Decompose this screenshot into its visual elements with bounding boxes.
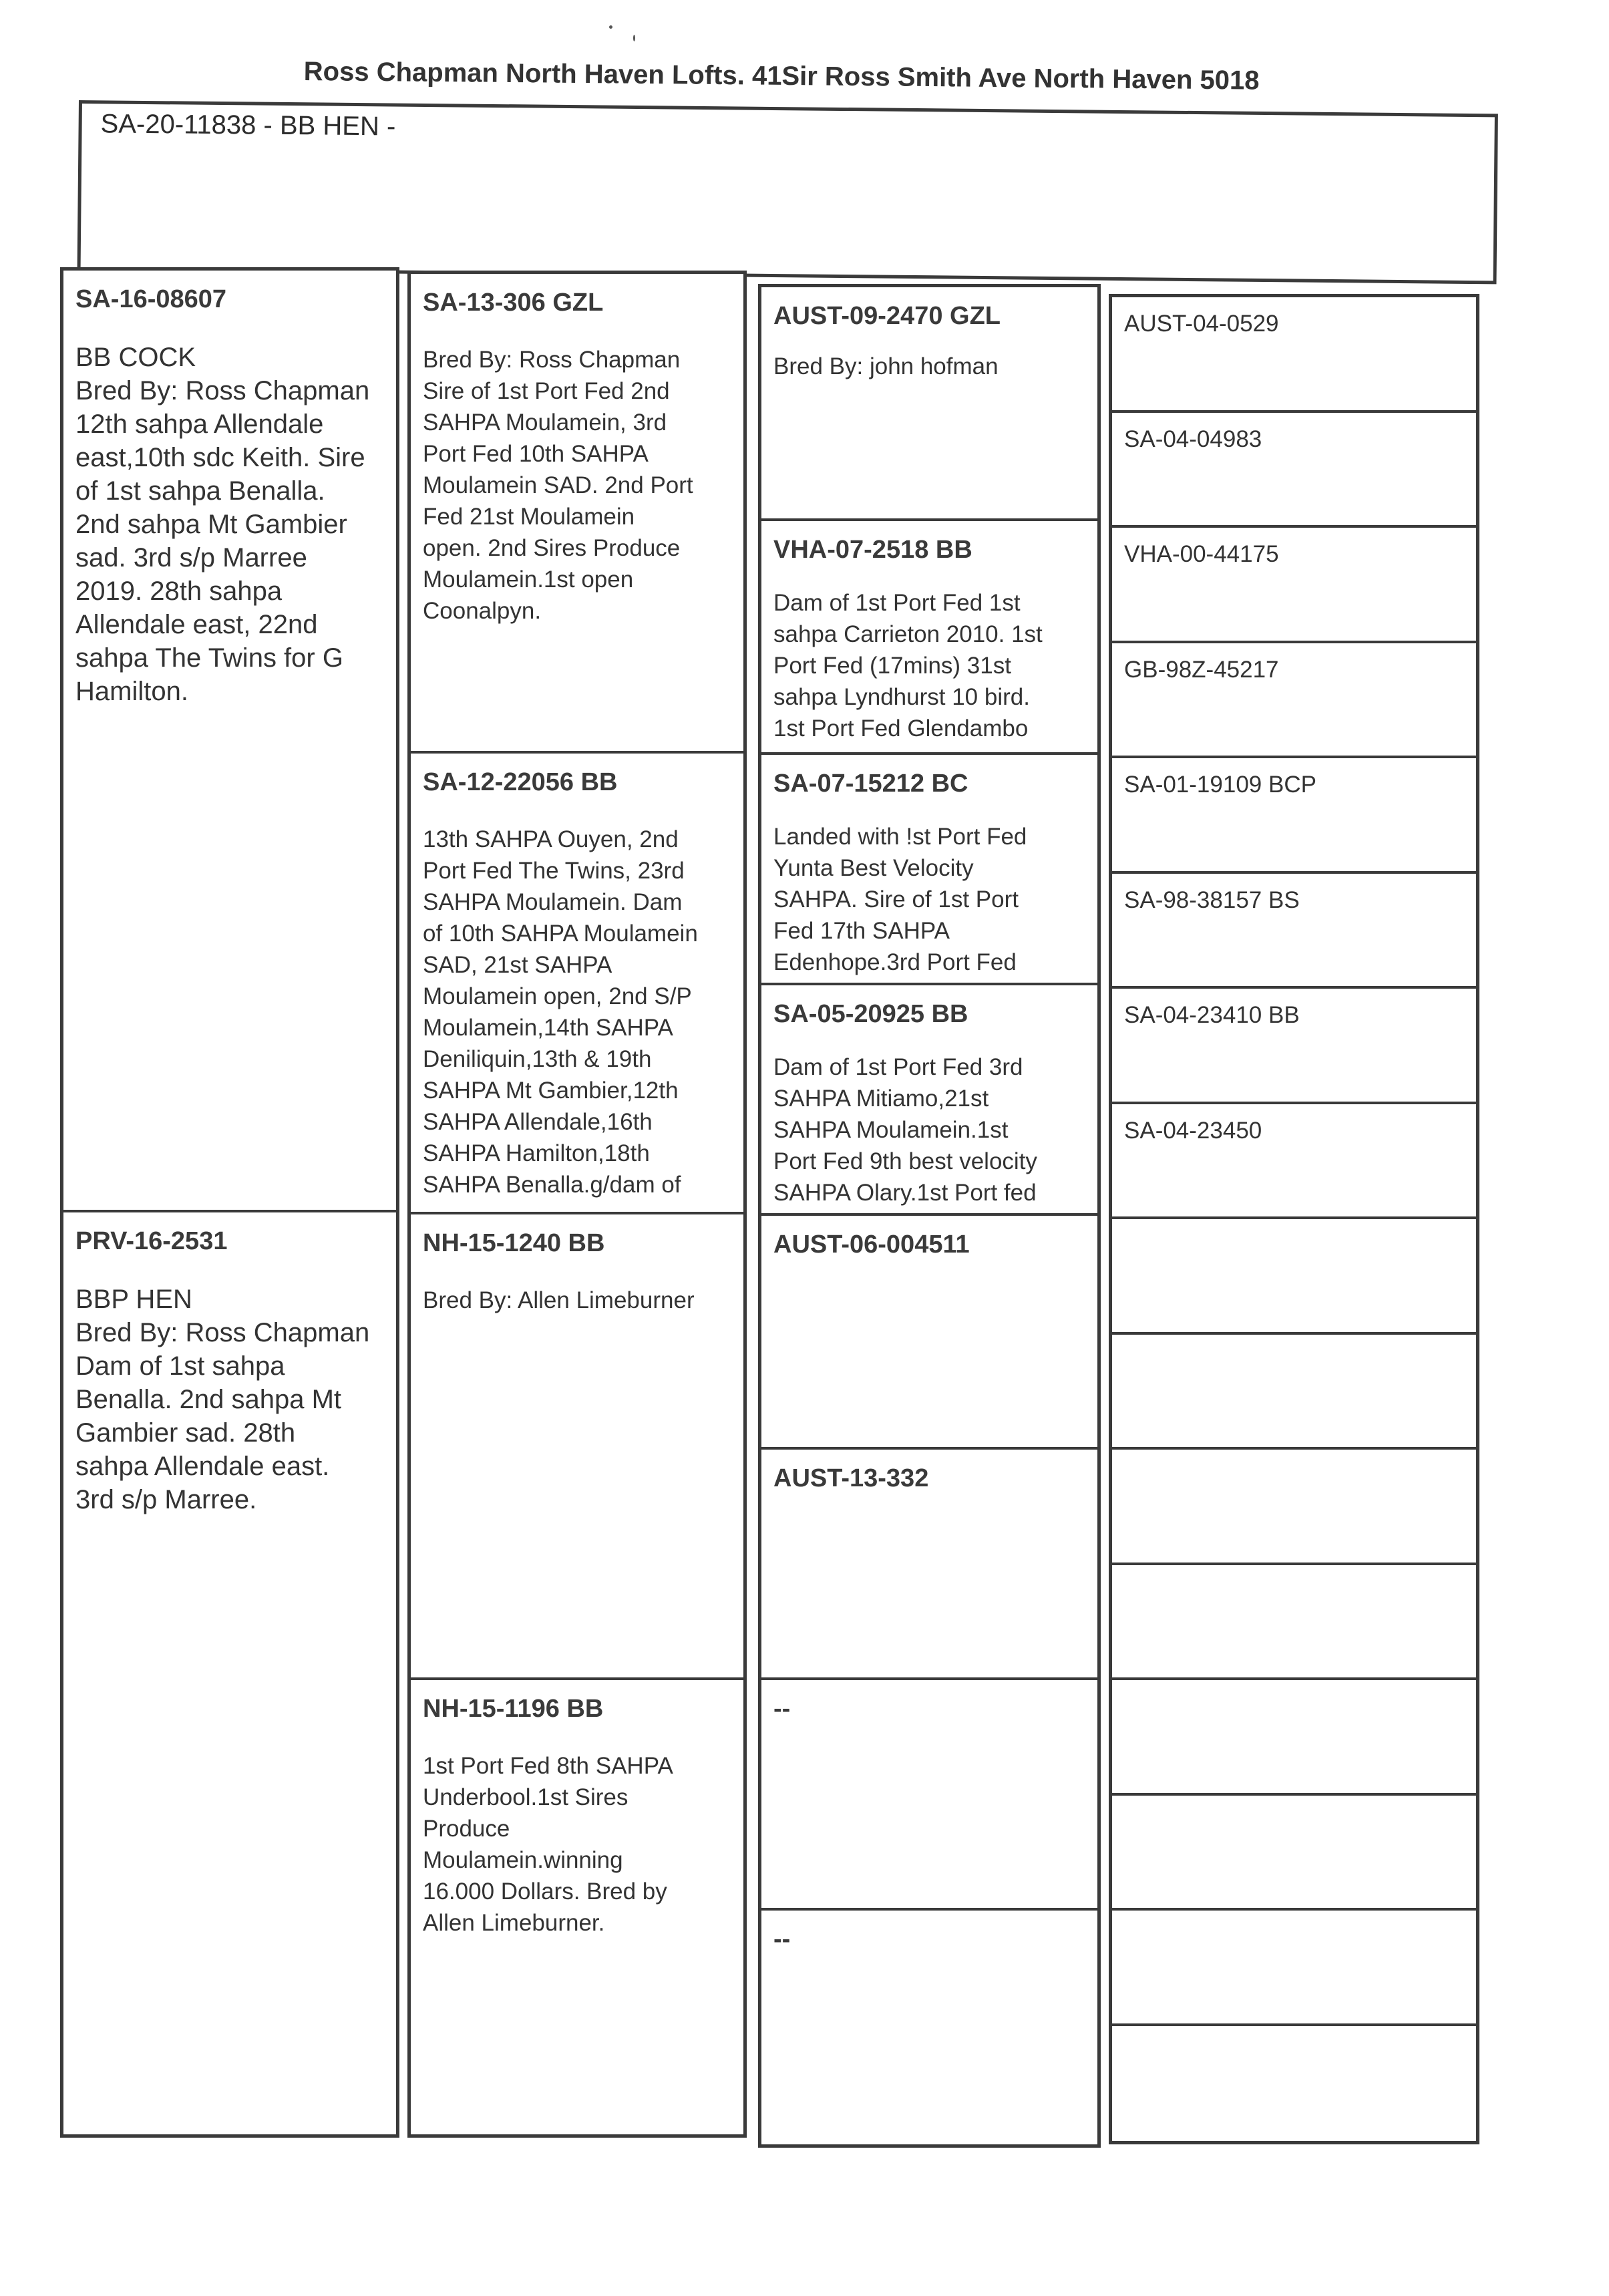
ggp-notes-4: Dam of 1st Port Fed 3rd SAHPA Mitiamo,21st SAHPA Moulamein.1st Port Fed 9th best velocity SAHPA Olary.1st Port fed bbox=[773, 1054, 1037, 1206]
ggp-id-8: -- bbox=[773, 1925, 791, 1953]
gggp-id-7: SA-04-23410 BB bbox=[1124, 1002, 1300, 1028]
ggp-id-1: AUST-09-2470 GZL bbox=[773, 302, 1001, 330]
granddam-notes-2: 1st Port Fed 8th SAHPA Underbool.1st Sires Produce Moulamein.winning 16.000 Dollars. Bred by Allen Limeburner. bbox=[423, 1753, 673, 1936]
dam-notes: BBP HEN Bred By: Ross Chapman Dam of 1st sahpa Benalla. 2nd sahpa Mt Gambier sad. 28th sahpa Allendale east. 3rd s/p Marree. bbox=[75, 1285, 370, 1514]
ggp-id-3: SA-07-15212 BC bbox=[773, 770, 968, 798]
grandsire-notes-2: Bred By: Allen Limeburner bbox=[423, 1287, 695, 1313]
granddam-notes-1: 13th SAHPA Ouyen, 2nd Port Fed The Twins, 23rd SAHPA Moulamein. Dam of 10th SAHPA Moulamein SAD, 21st SAHPA Moulamein open, 2nd S/P Moulamein,14th SAHPA Deniliquin,13th & 19th SAHPA Mt Gambier,12th SAHPA Allendale,16th SAHPA Hamilton,18th SAHPA Benalla.g/dam of bbox=[423, 826, 698, 1198]
gggp-id-4: GB-98Z-45217 bbox=[1124, 656, 1279, 683]
gggp-cell-5 bbox=[1112, 758, 1476, 874]
granddam-id-1: SA-12-22056 BB bbox=[423, 768, 618, 796]
gggp-cell-15 bbox=[1112, 1911, 1476, 2026]
gggp-cell-12 bbox=[1112, 1565, 1476, 1681]
ggp-notes-3: Landed with !st Port Fed Yunta Best Velocity SAHPA. Sire of 1st Port Fed 17th SAHPA Edenhope.3rd Port Fed bbox=[773, 824, 1027, 975]
gggp-id-3: VHA-00-44175 bbox=[1124, 541, 1279, 567]
gggp-cell-11 bbox=[1112, 1450, 1476, 1565]
gggp-id-6: SA-98-38157 BS bbox=[1124, 886, 1300, 913]
ggp-cell-1 bbox=[761, 287, 1097, 521]
granddam-cell-2 bbox=[411, 1680, 743, 2134]
ggp-cell-7 bbox=[761, 1680, 1097, 1911]
ggp-cell-3 bbox=[761, 755, 1097, 985]
sire-notes: BB COCK Bred By: Ross Chapman 12th sahpa Allendale east,10th sdc Keith. Sire of 1st sahpa Benalla. 2nd sahpa Mt Gambier sad. 3rd s/p Marree 2019. 28th sahpa Allendale east, 22nd sahpa The Twins for G Hamilton. bbox=[75, 343, 370, 706]
ggp-id-5: AUST-06-004511 bbox=[773, 1231, 970, 1259]
grandsire-cell-1 bbox=[411, 274, 743, 754]
pedigree-column-parents bbox=[60, 267, 399, 2138]
scan-speck bbox=[609, 25, 612, 29]
ggp-id-7: -- bbox=[773, 1695, 791, 1723]
pedigree-column-grandparents bbox=[407, 271, 747, 2138]
grandsire-id-2: NH-15-1240 BB bbox=[423, 1229, 605, 1257]
ggp-notes-1: Bred By: john hofman bbox=[773, 353, 999, 379]
gggp-cell-14 bbox=[1112, 1796, 1476, 1911]
gggp-cell-3 bbox=[1112, 528, 1476, 643]
granddam-cell-1 bbox=[411, 754, 743, 1214]
ggp-id-2: VHA-07-2518 BB bbox=[773, 536, 972, 564]
gggp-cell-10 bbox=[1112, 1335, 1476, 1450]
scan-speck bbox=[633, 35, 635, 41]
granddam-id-2: NH-15-1196 BB bbox=[423, 1695, 604, 1723]
dam-cell bbox=[63, 1212, 396, 2134]
ggp-cell-4 bbox=[761, 985, 1097, 1216]
sire-id: SA-16-08607 bbox=[75, 285, 227, 313]
gggp-cell-1 bbox=[1112, 297, 1476, 413]
gggp-cell-2 bbox=[1112, 413, 1476, 528]
ggp-cell-8 bbox=[761, 1911, 1097, 2144]
gggp-cell-9 bbox=[1112, 1219, 1476, 1335]
gggp-cell-7 bbox=[1112, 989, 1476, 1104]
ggp-id-4: SA-05-20925 BB bbox=[773, 1000, 968, 1028]
gggp-cell-16 bbox=[1112, 2026, 1476, 2142]
gggp-id-5: SA-01-19109 BCP bbox=[1124, 772, 1316, 798]
gggp-cell-8 bbox=[1112, 1104, 1476, 1220]
gggp-id-1: AUST-04-0529 bbox=[1124, 311, 1279, 337]
pedigree-column-great-grandparents bbox=[758, 284, 1101, 2148]
grandsire-cell-2 bbox=[411, 1214, 743, 1680]
gggp-id-2: SA-04-04983 bbox=[1124, 426, 1262, 452]
dam-id: PRV-16-2531 bbox=[75, 1227, 228, 1255]
ggp-notes-2: Dam of 1st Port Fed 1st sahpa Carrieton 2010. 1st Port Fed (17mins) 31st sahpa Lyndhurst 10 bird. 1st Port Fed Glendambo bbox=[773, 590, 1043, 742]
subject-id: SA-20-11838 - BB HEN - bbox=[100, 109, 396, 142]
document-header: Ross Chapman North Haven Lofts. 41Sir Ross Smith Ave North Haven 5018 bbox=[303, 57, 1260, 96]
ggp-cell-6 bbox=[761, 1450, 1097, 1680]
ggp-id-6: AUST-13-332 bbox=[773, 1464, 929, 1492]
gggp-id-8: SA-04-23450 bbox=[1124, 1117, 1262, 1144]
gggp-cell-4 bbox=[1112, 643, 1476, 759]
gggp-cell-6 bbox=[1112, 874, 1476, 989]
subject-box bbox=[77, 100, 1498, 284]
pedigree-column-great-great-grandparents bbox=[1109, 294, 1479, 2144]
gggp-cell-13 bbox=[1112, 1680, 1476, 1796]
grandsire-notes-1: Bred By: Ross Chapman Sire of 1st Port Fed 2nd SAHPA Moulamein, 3rd Port Fed 10th SAHPA Moulamein SAD. 2nd Port Fed 21st Moulamein open. 2nd Sires Produce Moulamein.1st open Coonalpyn. bbox=[423, 347, 693, 624]
sire-cell bbox=[63, 271, 396, 1212]
ggp-cell-2 bbox=[761, 521, 1097, 755]
ggp-cell-5 bbox=[761, 1216, 1097, 1450]
grandsire-id-1: SA-13-306 GZL bbox=[423, 289, 604, 317]
